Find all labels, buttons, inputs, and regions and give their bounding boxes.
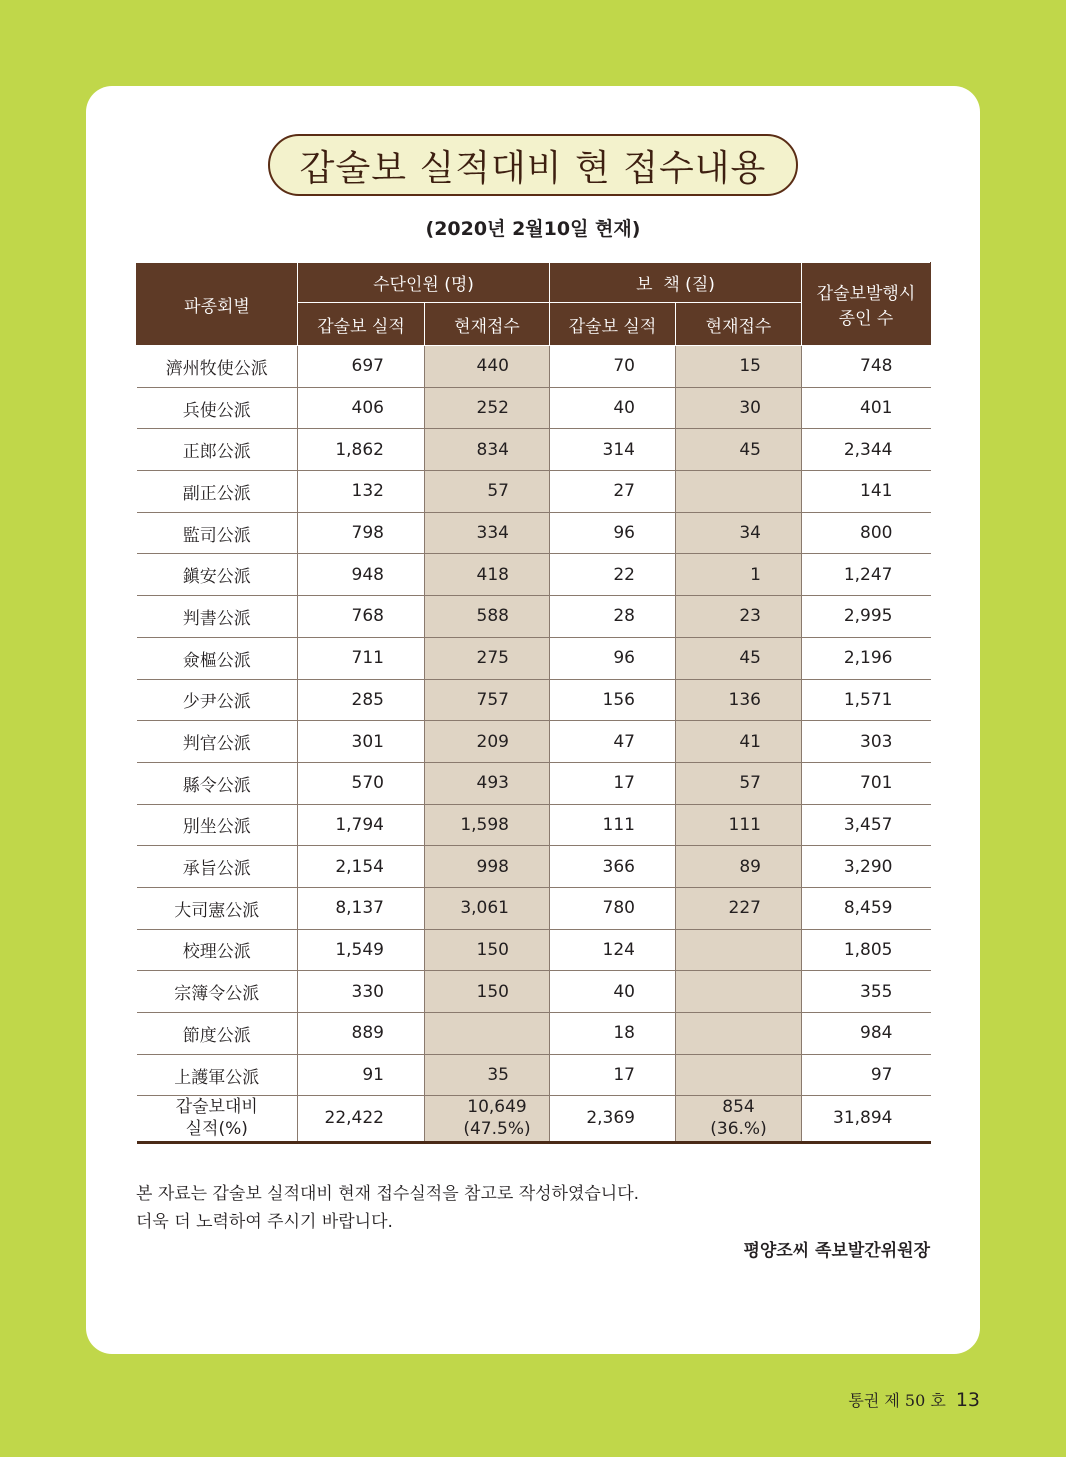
page-footer (848, 1388, 980, 1411)
page-number: 13 (955, 1389, 980, 1411)
table-row (137, 1054, 931, 1096)
table-row (137, 804, 931, 846)
cell-books-prev: 124 (550, 929, 676, 971)
cell-name: 正郎公派 (137, 429, 298, 471)
cell-issue: 1,571 (802, 679, 931, 721)
cell-books-prev: 18 (550, 1013, 676, 1055)
header-people-now: 현재접수 (425, 303, 550, 346)
cell-name: 濟州牧使公派 (137, 346, 298, 388)
cell-name: 別坐公派 (137, 804, 298, 846)
total-row (137, 1096, 931, 1142)
header-issue-count-line2: 종인 수 (838, 309, 894, 329)
total-people-now-line1: 10,649 (467, 1097, 527, 1118)
table-row (137, 721, 931, 763)
header-people-group: 수단인원 (명) (298, 263, 550, 303)
cell-people-now: 150 (425, 929, 550, 971)
cell-name: 少尹公派 (137, 679, 298, 721)
cell-issue: 303 (802, 721, 931, 763)
cell-books-now: 45 (676, 429, 802, 471)
cell-issue: 141 (802, 471, 931, 513)
cell-books-now (676, 971, 802, 1013)
cell-name: 節度公派 (137, 1013, 298, 1055)
cell-people-prev: 889 (298, 1013, 425, 1055)
cell-issue: 8,459 (802, 887, 931, 929)
cell-name: 兵使公派 (137, 387, 298, 429)
table-row (137, 554, 931, 596)
cell-name: 監司公派 (137, 512, 298, 554)
cell-books-now (676, 1054, 802, 1096)
cell-people-now: 493 (425, 762, 550, 804)
table-row (137, 887, 931, 929)
cell-issue: 3,290 (802, 846, 931, 888)
cell-people-now: 275 (425, 637, 550, 679)
table-row (137, 679, 931, 721)
cell-books-prev: 40 (550, 971, 676, 1013)
cell-books-prev: 780 (550, 887, 676, 929)
cell-books-now: 34 (676, 512, 802, 554)
total-books-prev: 2,369 (550, 1096, 676, 1142)
cell-books-prev: 47 (550, 721, 676, 763)
cell-people-now: 252 (425, 387, 550, 429)
cell-name: 大司憲公派 (137, 887, 298, 929)
cell-people-prev: 330 (298, 971, 425, 1013)
table-row (137, 429, 931, 471)
header-people-prev: 갑술보 실적 (298, 303, 425, 346)
total-label-line1: 갑술보대비 (175, 1097, 258, 1118)
cell-books-now: 89 (676, 846, 802, 888)
cell-books-prev: 111 (550, 804, 676, 846)
cell-books-prev: 314 (550, 429, 676, 471)
header-branch: 파종회별 (137, 263, 298, 346)
table-row (137, 596, 931, 638)
issue-number: 통권 제 50 호 (848, 1391, 946, 1410)
cell-people-now: 588 (425, 596, 550, 638)
table-row (137, 387, 931, 429)
signature: 평양조씨 족보발간위원장 (743, 1241, 930, 1261)
cell-books-now (676, 1013, 802, 1055)
cell-books-now: 57 (676, 762, 802, 804)
table-row (137, 846, 931, 888)
table-body (137, 346, 931, 1143)
table-row (137, 1013, 931, 1055)
total-people-now (425, 1096, 550, 1142)
cell-books-now: 1 (676, 554, 802, 596)
cell-issue: 3,457 (802, 804, 931, 846)
cell-issue: 701 (802, 762, 931, 804)
cell-books-now (676, 929, 802, 971)
cell-name: 上護軍公派 (137, 1054, 298, 1096)
cell-books-prev: 17 (550, 1054, 676, 1096)
table-row (137, 512, 931, 554)
cell-issue: 401 (802, 387, 931, 429)
note (136, 1180, 639, 1236)
cell-books-now: 41 (676, 721, 802, 763)
cell-people-prev: 91 (298, 1054, 425, 1096)
total-books-now-line1: 854 (722, 1097, 755, 1118)
header-issue-count (802, 263, 931, 346)
cell-issue: 1,247 (802, 554, 931, 596)
cell-people-now: 150 (425, 971, 550, 1013)
header-books-now: 현재접수 (676, 303, 802, 346)
cell-people-prev: 798 (298, 512, 425, 554)
reception-table (136, 262, 931, 1144)
cell-people-prev: 1,794 (298, 804, 425, 846)
cell-people-now: 334 (425, 512, 550, 554)
date-subtitle: (2020년 2월10일 현재) (425, 218, 641, 240)
cell-books-prev: 40 (550, 387, 676, 429)
page-title: 갑술보 실적대비 현 접수내용 (299, 147, 767, 189)
title-banner (268, 134, 798, 196)
cell-books-prev: 366 (550, 846, 676, 888)
cell-books-now: 23 (676, 596, 802, 638)
cell-issue: 2,995 (802, 596, 931, 638)
header-books-prev: 갑술보 실적 (550, 303, 676, 346)
cell-issue: 2,344 (802, 429, 931, 471)
cell-name: 承旨公派 (137, 846, 298, 888)
cell-people-now: 998 (425, 846, 550, 888)
cell-books-now (676, 471, 802, 513)
table-row (137, 929, 931, 971)
cell-people-prev: 697 (298, 346, 425, 388)
cell-issue: 1,805 (802, 929, 931, 971)
note-line-1: 본 자료는 갑술보 실적대비 현재 접수실적을 참고로 작성하였습니다. (136, 1184, 640, 1204)
cell-people-now: 35 (425, 1054, 550, 1096)
note-line-2: 더욱 더 노력하여 주시기 바랍니다. (136, 1212, 393, 1232)
cell-people-prev: 8,137 (298, 887, 425, 929)
header-books-group: 보 책 (질) (550, 263, 802, 303)
header-issue-count-line1: 갑술보발행시 (816, 284, 916, 304)
cell-people-now: 3,061 (425, 887, 550, 929)
total-label-line2: 실적(%) (185, 1119, 248, 1140)
cell-name: 副正公派 (137, 471, 298, 513)
cell-people-prev: 711 (298, 637, 425, 679)
cell-people-now: 1,598 (425, 804, 550, 846)
total-people-prev: 22,422 (298, 1096, 425, 1142)
cell-people-now: 418 (425, 554, 550, 596)
cell-people-prev: 301 (298, 721, 425, 763)
cell-people-now: 834 (425, 429, 550, 471)
cell-name: 宗簿令公派 (137, 971, 298, 1013)
cell-books-now: 111 (676, 804, 802, 846)
cell-books-prev: 28 (550, 596, 676, 638)
cell-books-prev: 70 (550, 346, 676, 388)
cell-name: 縣令公派 (137, 762, 298, 804)
cell-people-prev: 570 (298, 762, 425, 804)
cell-issue: 2,196 (802, 637, 931, 679)
cell-people-prev: 948 (298, 554, 425, 596)
content-card (86, 86, 980, 1354)
cell-people-now: 757 (425, 679, 550, 721)
cell-name: 鎭安公派 (137, 554, 298, 596)
cell-name: 判官公派 (137, 721, 298, 763)
cell-books-now: 30 (676, 387, 802, 429)
total-label (137, 1096, 298, 1142)
cell-books-now: 45 (676, 637, 802, 679)
cell-people-now: 209 (425, 721, 550, 763)
cell-issue: 800 (802, 512, 931, 554)
cell-name: 僉樞公派 (137, 637, 298, 679)
cell-people-prev: 406 (298, 387, 425, 429)
cell-books-prev: 27 (550, 471, 676, 513)
cell-books-now: 136 (676, 679, 802, 721)
cell-people-prev: 1,549 (298, 929, 425, 971)
cell-people-prev: 1,862 (298, 429, 425, 471)
cell-issue: 748 (802, 346, 931, 388)
cell-books-prev: 96 (550, 512, 676, 554)
cell-books-prev: 17 (550, 762, 676, 804)
cell-people-now: 440 (425, 346, 550, 388)
table-row (137, 971, 931, 1013)
cell-books-prev: 22 (550, 554, 676, 596)
total-issue: 31,894 (802, 1096, 931, 1142)
cell-people-prev: 2,154 (298, 846, 425, 888)
table-row (137, 762, 931, 804)
cell-books-prev: 156 (550, 679, 676, 721)
cell-issue: 355 (802, 971, 931, 1013)
cell-people-now (425, 1013, 550, 1055)
cell-people-prev: 768 (298, 596, 425, 638)
cell-books-prev: 96 (550, 637, 676, 679)
cell-issue: 984 (802, 1013, 931, 1055)
cell-people-prev: 132 (298, 471, 425, 513)
cell-name: 校理公派 (137, 929, 298, 971)
cell-books-now: 15 (676, 346, 802, 388)
total-people-now-line2: (47.5%) (463, 1119, 531, 1140)
cell-name: 判書公派 (137, 596, 298, 638)
cell-books-now: 227 (676, 887, 802, 929)
cell-people-prev: 285 (298, 679, 425, 721)
table-row (137, 471, 931, 513)
total-books-now (676, 1096, 802, 1142)
cell-people-now: 57 (425, 471, 550, 513)
table-row (137, 346, 931, 388)
cell-issue: 97 (802, 1054, 931, 1096)
table-row (137, 637, 931, 679)
total-books-now-line2: (36.%) (710, 1119, 767, 1140)
